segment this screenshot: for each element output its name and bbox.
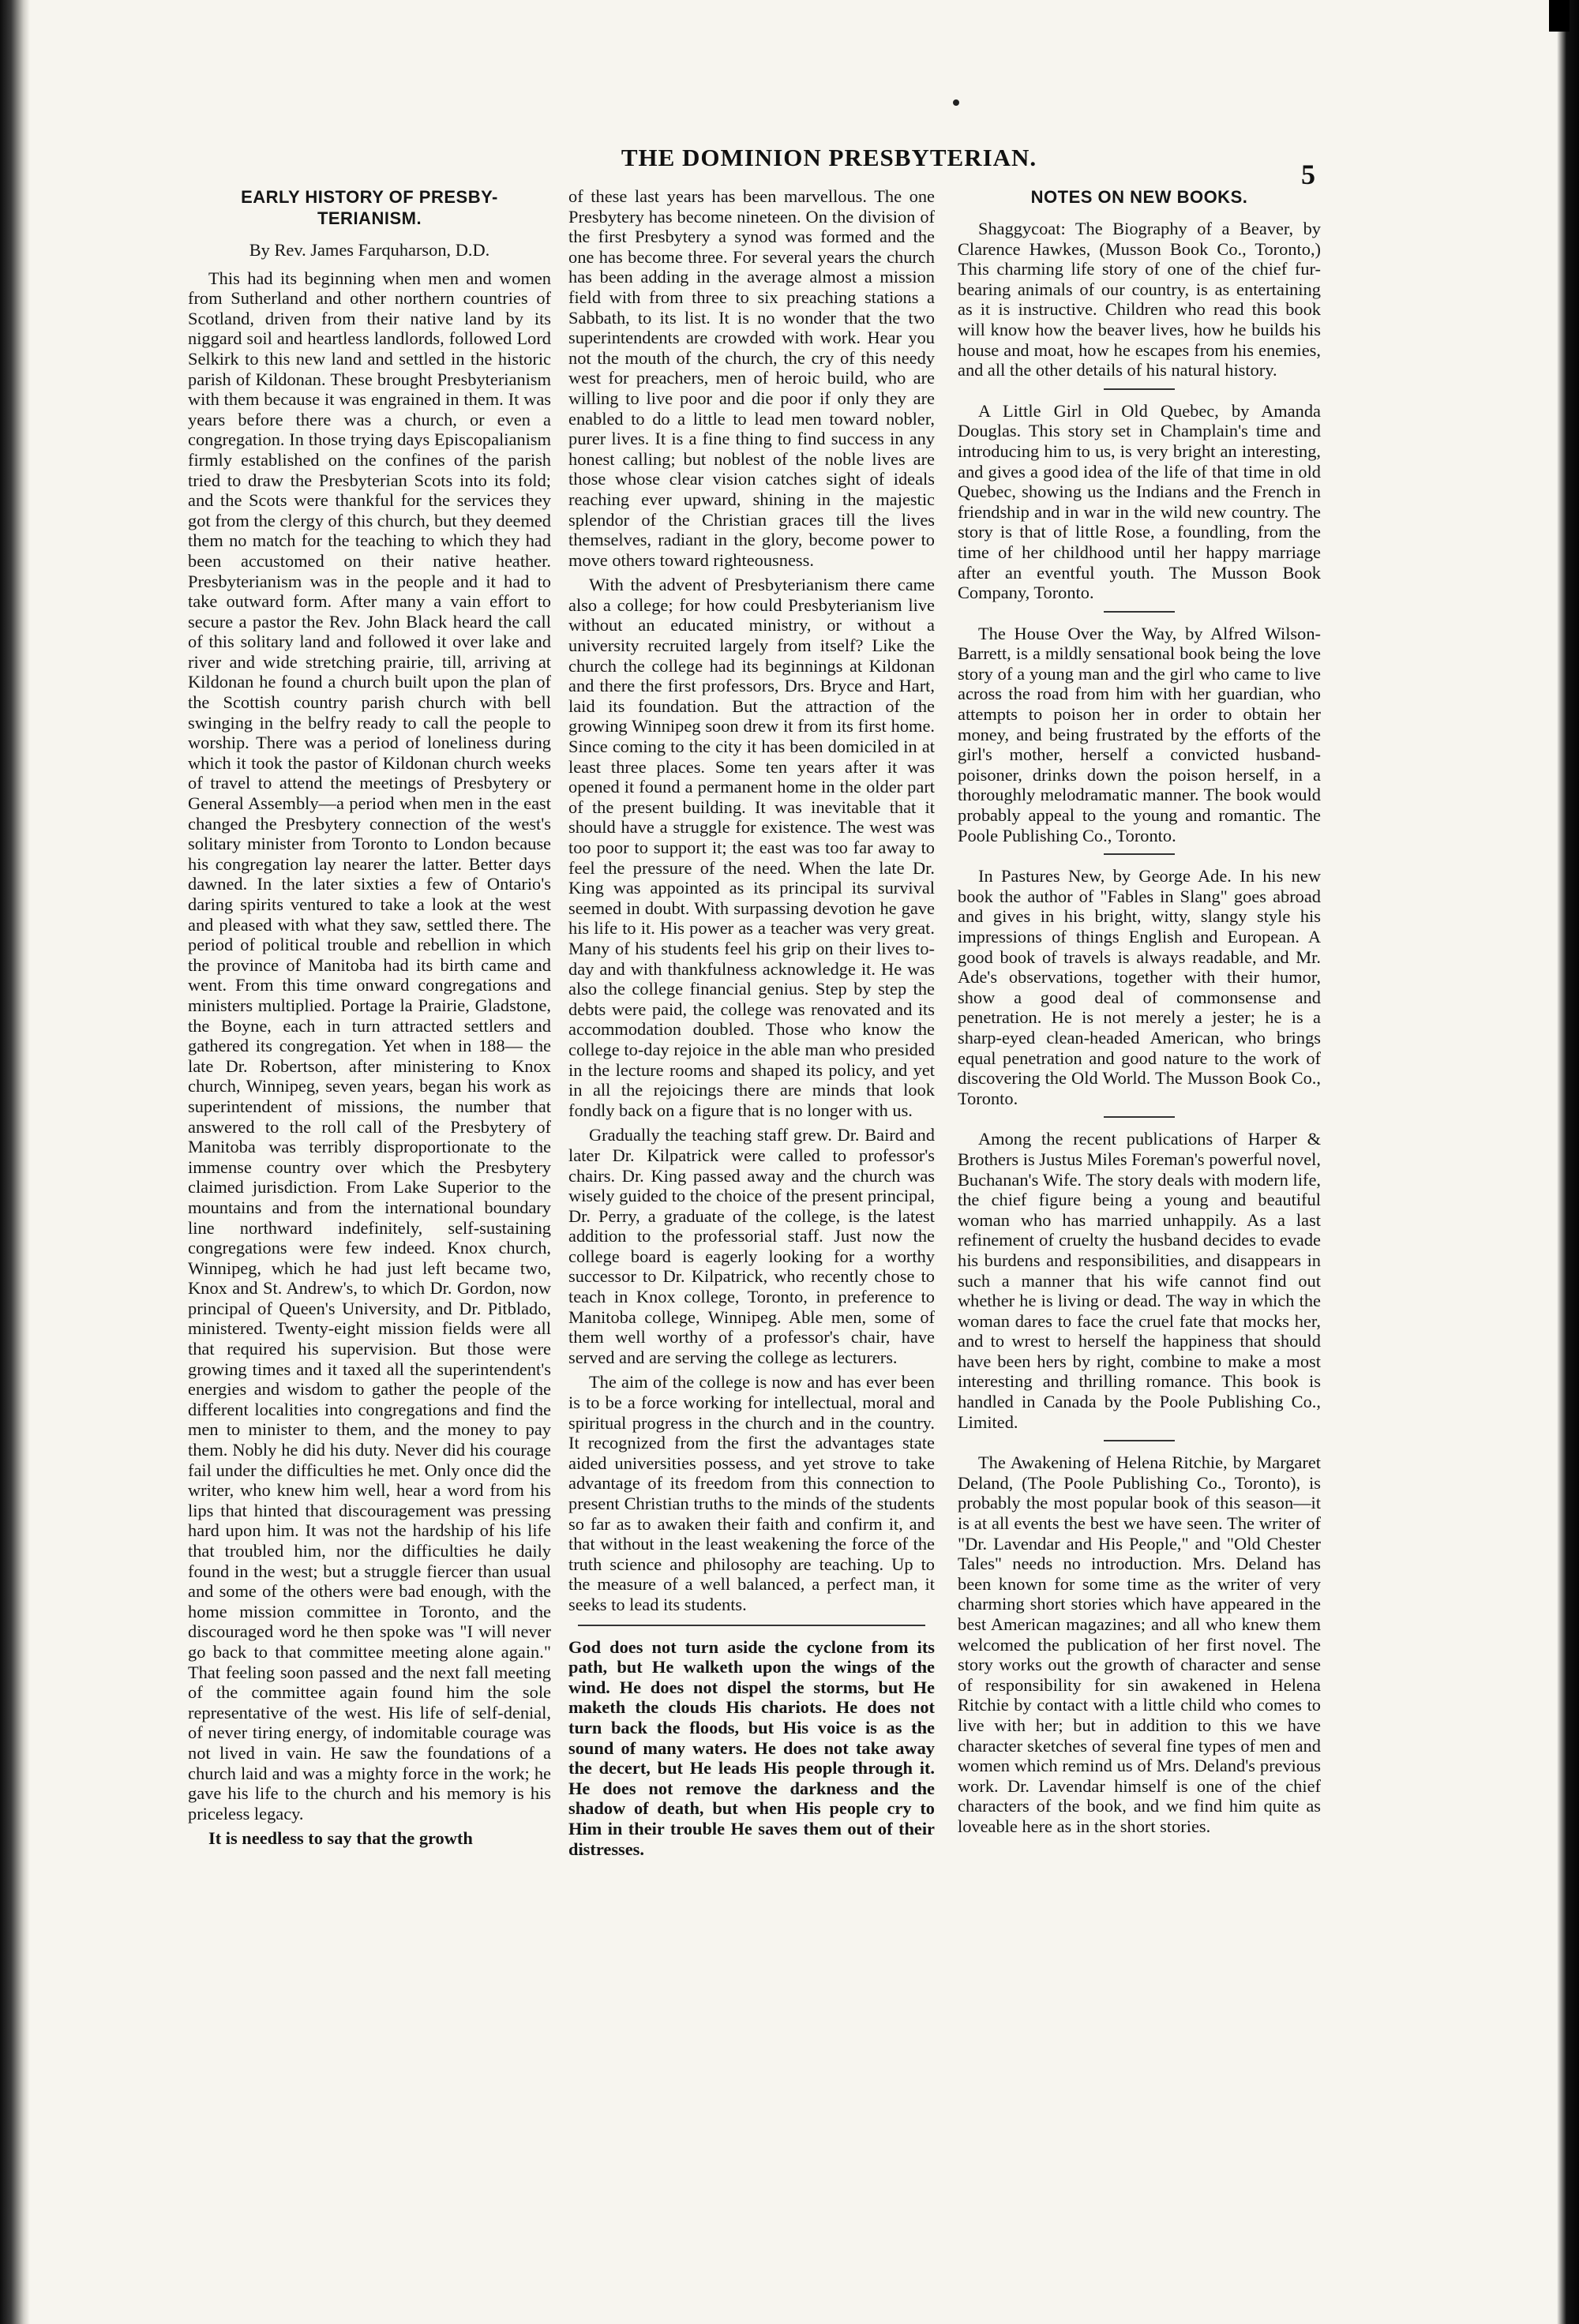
books-section-title: NOTES ON NEW BOOKS.: [1030, 187, 1248, 207]
review-divider: [1104, 388, 1175, 390]
review-divider: [1104, 1116, 1175, 1118]
book-review: A Little Girl in Old Quebec, by Amanda Douglas. This story set in Champlain's time and introducing him to us, is very bright an interesting, and gives a good idea of the life of that time in old Quebec, showing us the Indians and the French in friendship and in war in the wild new country. The story is that of little Rose, a foundling, from the time of her childhood until her happy marriage after an eventful youth. The Musson Book Company, Toronto.: [958, 400, 1321, 603]
review-divider: [1104, 853, 1175, 855]
column-3: [958, 186, 1321, 2191]
scan-edge-right: [1557, 0, 1579, 2324]
book-review: The House Over the Way, by Alfred Wilson-Barrett, is a mildly sensational book being the love story of a young man and the girl who came to live across the road from him with her guardian, who attempts to poison her in order to obtain her money, and being frustrated by the efforts of the girl's mother, herself a convicted husband-poisoner, drinks down the poison herself, in a thoroughly melodramatic manner. The book would probably appeal to the young and romantic. The Poole Publishing Co., Toronto.: [958, 623, 1321, 845]
book-review: Among the recent publications of Harper & Brothers is Justus Miles Foreman's powerful novel, Buchanan's Wife. The story deals with modern life, the chief figure being a young and beautiful woman who has married unhappily. As a last refinement of cruelty the husband decides to evade his burdens and responsibilities, and disappears in such a manner that his wife cannot find out whether he is living or dead. The way in which the woman dares to face the cruel fate that mocks her, and to wrest to herself the happiness that should have been hers by right, combine to make a most interesting and thrilling romance. This book is handled in Canada by the Poole Publishing Co., Limited.: [958, 1129, 1321, 1432]
scan-edge-left: [0, 0, 30, 2324]
book-review: In Pastures New, by George Ade. In his new book the author of "Fables in Slang" goes abroad and gives in his bright, witty, slangy style his impressions of things English and European. A good book of travels is always readable, and Mr. Ade's observations, together with their humor, show a good deal of commonsense and penetration. He is not merely a jester; he is a sharp-eyed clean-headed American, who brings equal penetration and good nature to the work of discovering the Old World. The Musson Book Co., Toronto.: [958, 866, 1321, 1108]
article-title: EARLY HISTORY OF PRESBY- TERIANISM.: [241, 187, 498, 228]
ink-dot: [953, 99, 959, 106]
article-paragraph: This had its beginning when men and women from Sutherland and other northern countries of Scotland, driven from their native land by its niggard soil and heartless landlords, followed Lord Selkirk to this new land and settled in the historic parish of Kildonan. These brought Presbyterianism with them because it was engrained in them. It was years before there was a church, or even a congregation. In those trying days Episcopalianism firmly established on the confines of the parish tried to draw the Presbyterian Scots into its fold; and the Scots were thankful for the services they got from the clergy of this church, but they deemed them no match for the teaching to which they had been accustomed on their native heather. Presbyterianism was in the people and it had to take outward form. After many a vain effort to secure a pastor the Rev. John Black heard the call of this solitary land and followed it over lake and river and wide stretching prairie, till, arriving at Kildonan he found a church built upon the plan of the Scottish country parish church with bell swinging in the belfry ready to call the people to worship. There was a period of loneliness during which it took the pastor of Kildonan church weeks of travel to attend the meetings of Presbytery or General Assembly—a period when men in the east changed the Presbytery connection of the west's solitary minister from Toronto to London because his congregation lay nearer the latter. Better days dawned. In the later sixties a few of Ontario's daring spirits ventured to take a look at the west and pleased with what they saw, settled there. The period of political trouble and rebellion in which the province of Manitoba had its birth came and went. From this time onward congregations and ministers multiplied. Portage la Prairie, Gladstone, the Boyne, each in turn attracted settlers and gathered its congregation. Yet when in 188— the late Dr. Robertson, after ministering to Knox church, Winnipeg, seven years, began his work as superintendent of missions, the number that answered to the roll call of the Presbytery of Manitoba was terribly disproportionate to the immense country over which the Presbytery claimed jurisdiction. From Lake Superior to the mountains and from the international boundary line northward indefinitely, self-sustaining congregations were few indeed. Knox church, Winnipeg, which he had just left became two, Knox and St. Andrew's, to which Dr. Gordon, now principal of Queen's University, and Dr. Pitblado, ministered. Twenty-eight mission fields were all that required his supervision. But those were growing times and it taxed all the superintendent's energies and wisdom to gather the people of the different localities into congregations and find the men to minister to them, and the money to pay them. Nobly he did his duty. Never did his courage fail under the difficulties he met. Only once did the writer, who knew him well, hear a word from his lips that hinted that discouragement was pressing hard upon him. It was not the hardship of his life that troubled him, nor the difficulties he daily found in the west; but a struggle fiercer than usual and some of the others were bad enough, with the home mission committee in Toronto, and the discouraged word he then spoke was "I will never go back to that committee meeting alone again." That feeling soon passed and the next fall meeting of the committee again found him the sole representative of the west. His life of self-denial, of never tiring energy, of indomitable courage was not lived in vain. He saw the foundations of a church laid and was a mighty force in the work; he gave his life to the church and his memory is his priceless legacy.: [188, 268, 551, 1824]
book-review: The Awakening of Helena Ritchie, by Margaret Deland, (The Poole Publishing Co., Toronto), is probably the most popular book of this season—it is at all events the best we have seen. The writer of "Dr. Lavendar and His People," and "Old Chester Tales" needs no introduction. Mrs. Deland has been known for some time as the writer of very charming short stories which have appeared in the best American magazines; and all who knew them welcomed the publication of her first novel. The story works out the growth of character and sense of responsibility for sin awakened in Helena Ritchie by contact with a little child who comes to live with her; but in addition to this we have character sketches of several fine types of men and women which remind us of Mrs. Deland's previous work. Dr. Lavendar himself is one of the chief characters of the book, and we find him quite as loveable here as in the short stories.: [958, 1452, 1321, 1836]
article-paragraph: It is needless to say that the growth: [208, 1828, 473, 1849]
masthead-title: THE DOMINION PRESBYTERIAN.: [621, 144, 1037, 171]
column-2: [568, 186, 935, 2191]
article-paragraph: With the advent of Presbyterianism there came also a college; for how could Presbyterianism live without an educated ministry, or without a university recruited largely from itself? Like the church the college had its beginnings at Kildonan and there the first professors, Drs. Bryce and Hart, laid its foundation. But the attraction of the growing Winnipeg soon drew it from its first home. Since coming to the city it has been domiciled in at least three places. Some ten years after it was opened it found a permanent home in the older part of the present building. It was inevitable that it should have a struggle for existence. The west was too poor to support it; the east was too far away to feel the pressure of the need. When the late Dr. King was appointed as its principal its survival seemed in doubt. With surpassing devotion he gave his life to it. His power as a teacher was very great. Many of his students feel his grip on their lives to-day and with thankfulness acknowledge it. He was also the college financial genius. Step by step the debts were paid, the college was renovated and its accommodation doubled. Those who know the college to-day rejoice in the able man who presided in the lecture rooms and shaped its policy, and yet in all the rejoicings there are minds that look fondly back on a figure that is no longer with us.: [568, 575, 935, 1120]
section-divider: [578, 1625, 925, 1626]
article-paragraph: The aim of the college is now and has ever been is to be a force working for intellectual, moral and spiritual progress in the church and in the country. It recognized from the first the advantages state aided universities possess, and yet strove to take advantage of its freedom from this connection to present Christian truths to the minds of the students so far as to awaken their faith and confirm it, and that without in the least weakening the force of the truth science and philosophy are teaching. Up to the measure of a well balanced, a perfect man, it seeks to lead its students.: [568, 1372, 935, 1614]
scan-corner-mark: [1549, 0, 1570, 32]
column-1: [188, 186, 551, 2191]
quote-block: God does not turn aside the cyclone from its path, but He walketh upon the wings of the wind. He does not dispel the storms, but He maketh the clouds His chariots. He does not turn back the floods, but His voice is as the sound of many waters. He does not take away the decert, but He leads His people through it. He does not remove the darkness and the shadow of death, but when His people cry to Him in their trouble He saves them out of their distresses.: [568, 1636, 935, 1859]
article-byline: By Rev. James Farquharson, D.D.: [249, 240, 490, 260]
page-number: 5: [1301, 159, 1315, 190]
article-paragraph: Gradually the teaching staff grew. Dr. Baird and later Dr. Kilpatrick were called to professor's chairs. Dr. King passed away and the church was wisely guided to the choice of the present principal, Dr. Perry, a graduate of the college, is the latest addition to the professorial staff. Just now the college board is eagerly looking for a worthy successor to Dr. Kilpatrick, who recently chose to teach in Knox college, Toronto, in preference to Manitoba college, Winnipeg. Able men, some of them well worthy of a professor's chair, have served and are serving the college as lecturers.: [568, 1125, 935, 1367]
review-divider: [1104, 1440, 1175, 1441]
review-divider: [1104, 611, 1175, 613]
article-paragraph: of these last years has been marvellous. The one Presbytery has become nineteen. On the division of the first Presbytery a synod was formed and the one has become three. For several years the church has been adding in the average almost a mission field with from three to six preaching stations a Sabbath, to its list. It is no wonder that the two superintendents are crowded with work. Hear you not the mouth of the church, the cry of this needy west for preachers, men of heroic build, who are willing to live poor and die poor if only they are enabled to do a little to lead men toward nobler, purer lives. It is a fine thing to find success in any honest calling; but noblest of the noble lives are those whose clear vision catches sight of ideals reaching ever upward, shining in the majestic splendor of the Christian graces till the lives themselves, radiant in the glory, become power to move others toward righteousness.: [568, 186, 935, 570]
book-review: Shaggycoat: The Biography of a Beaver, by Clarence Hawkes, (Musson Book Co., Toronto,) This charming life story of one of the chief fur-bearing animals of our country, is as entertaining as it is instructive. Children who read this book will know how the beaver lives, how he builds his house and moat, how he escapes from his enemies, and all the other details of his natural history.: [958, 219, 1321, 380]
